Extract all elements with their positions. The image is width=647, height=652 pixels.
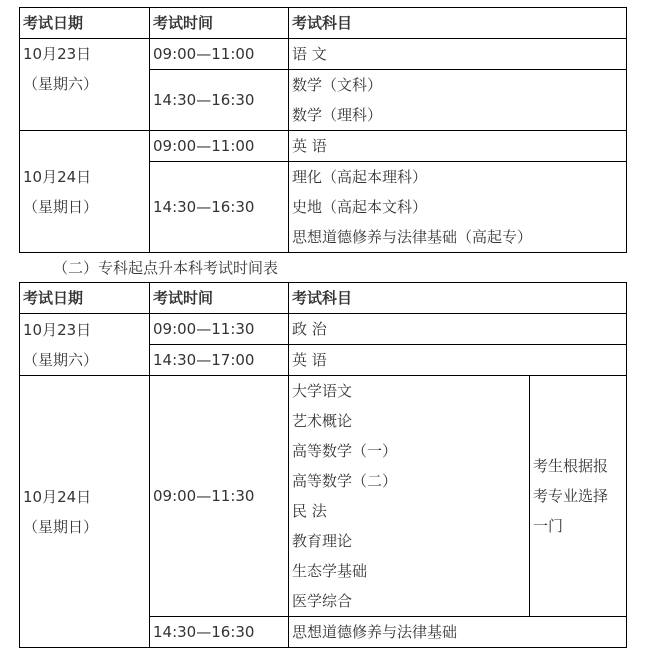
date-text: 10月24日 bbox=[23, 167, 92, 186]
time-cell: 14:30—16:30 bbox=[150, 617, 289, 648]
time-cell: 14:30—17:00 bbox=[150, 345, 289, 376]
weekday-text: （星期日） bbox=[23, 197, 99, 216]
subject-item: 生态学基础 bbox=[292, 562, 368, 580]
subject-item: 数学（文科） bbox=[292, 76, 383, 94]
date-text: 10月24日 bbox=[23, 487, 92, 506]
subject-cell bbox=[289, 162, 627, 253]
subject-item: 艺术概论 bbox=[292, 412, 353, 430]
header-exam-time: 考试时间 bbox=[150, 283, 289, 314]
exam-schedule-table-2 bbox=[19, 282, 627, 648]
subject-item: 数学（理科） bbox=[292, 106, 383, 124]
date-cell bbox=[20, 131, 150, 253]
time-cell: 09:00—11:30 bbox=[150, 314, 289, 345]
weekday-text: （星期日） bbox=[23, 517, 99, 536]
subject-item: 高等数学（二） bbox=[292, 472, 398, 490]
table-row bbox=[20, 376, 627, 617]
weekday-text: （星期六） bbox=[23, 75, 99, 93]
note-line: 考专业选择 bbox=[533, 487, 609, 505]
subject-item: 民 法 bbox=[292, 502, 327, 520]
header-exam-date: 考试日期 bbox=[20, 283, 150, 314]
subject-cell bbox=[289, 376, 530, 617]
time-cell: 09:00—11:00 bbox=[150, 131, 289, 162]
time-cell: 14:30—16:30 bbox=[150, 162, 289, 253]
header-exam-date: 考试日期 bbox=[20, 8, 150, 39]
subject-item: 教育理论 bbox=[292, 532, 353, 550]
exam-schedule-table-1 bbox=[19, 7, 627, 253]
subject-item: 史地（高起本文科） bbox=[292, 198, 428, 216]
header-exam-time: 考试时间 bbox=[150, 8, 289, 39]
time-cell: 09:00—11:00 bbox=[150, 39, 289, 70]
date-text: 10月23日 bbox=[23, 45, 92, 63]
subject-cell: 英 语 bbox=[289, 131, 627, 162]
selection-note-cell bbox=[530, 376, 627, 617]
date-cell bbox=[20, 314, 150, 376]
subject-item: 高等数学（一） bbox=[292, 442, 398, 460]
subject-cell: 英 语 bbox=[289, 345, 627, 376]
table-row bbox=[20, 39, 627, 70]
subject-cell: 语 文 bbox=[289, 39, 627, 70]
subject-item: 医学综合 bbox=[292, 592, 353, 610]
subject-item: 思想道德修养与法律基础（高起专） bbox=[292, 228, 533, 246]
subject-cell: 政 治 bbox=[289, 314, 627, 345]
subject-item: 理化（高起本理科） bbox=[292, 168, 428, 186]
time-cell: 14:30—16:30 bbox=[150, 70, 289, 131]
subject-cell bbox=[289, 70, 627, 131]
section-caption: （二）专科起点升本科考试时间表 bbox=[53, 259, 279, 277]
date-text: 10月23日 bbox=[23, 320, 92, 339]
table2-header-row bbox=[20, 283, 627, 314]
header-exam-subject: 考试科目 bbox=[289, 8, 627, 39]
weekday-text: （星期六） bbox=[23, 350, 99, 369]
subject-cell: 思想道德修养与法律基础 bbox=[289, 617, 627, 648]
table-row bbox=[20, 314, 627, 345]
note-line: 考生根据报 bbox=[533, 457, 609, 475]
table-row bbox=[20, 131, 627, 162]
time-cell: 09:00—11:30 bbox=[150, 376, 289, 617]
table1-header-row bbox=[20, 8, 627, 39]
subject-item: 大学语文 bbox=[292, 382, 353, 400]
date-cell bbox=[20, 376, 150, 648]
header-exam-subject: 考试科目 bbox=[289, 283, 627, 314]
date-cell bbox=[20, 39, 150, 131]
note-line: 一门 bbox=[533, 517, 564, 535]
